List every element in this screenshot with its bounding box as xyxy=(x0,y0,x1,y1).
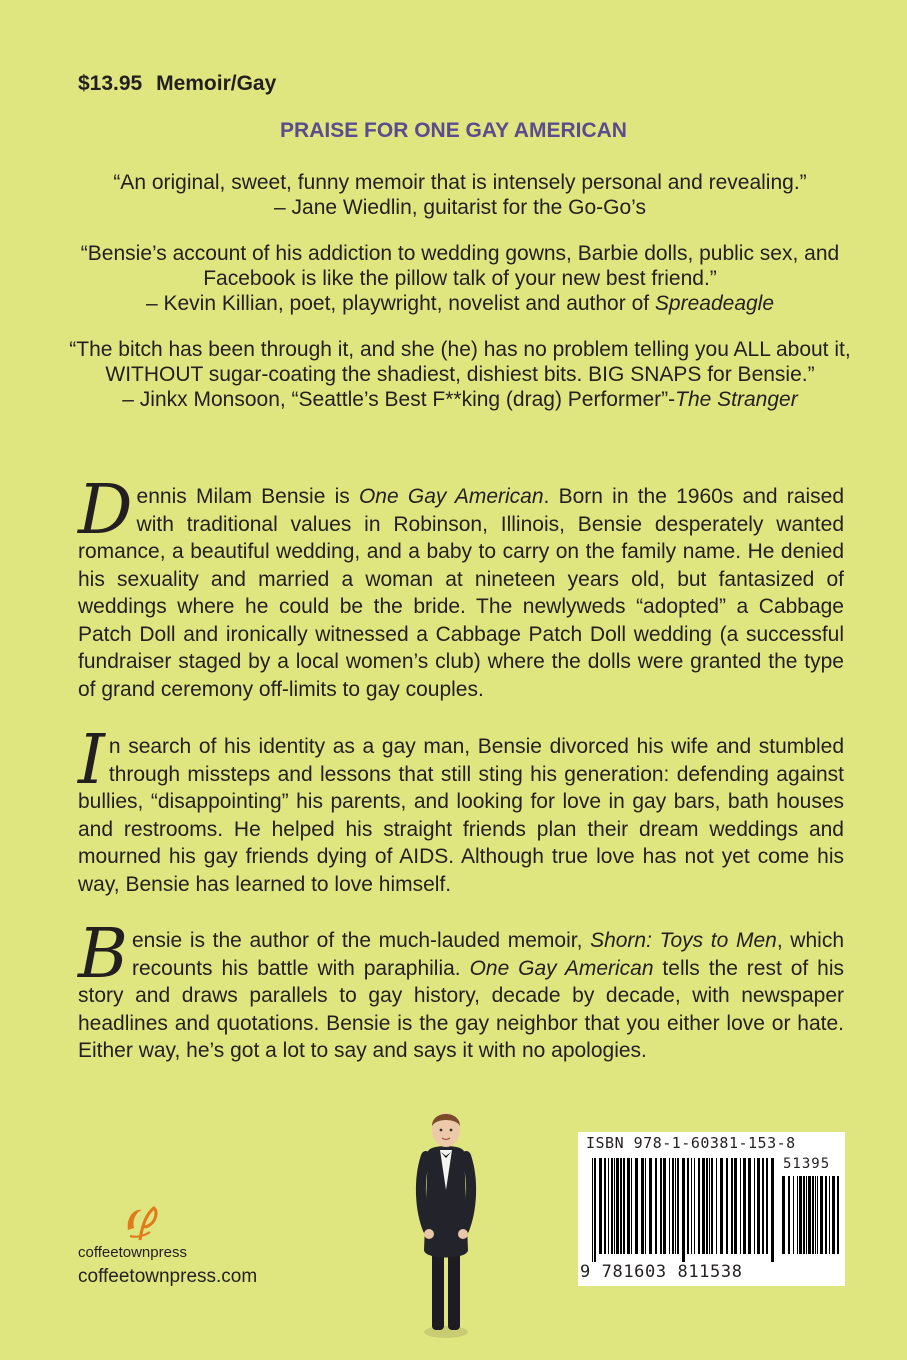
price-code: 51395 xyxy=(783,1156,831,1172)
barcode-bar xyxy=(706,1158,708,1254)
barcode-bar xyxy=(645,1158,646,1254)
barcode-bar xyxy=(631,1158,632,1254)
barcode-bar xyxy=(817,1176,818,1254)
barcode-bar xyxy=(788,1176,790,1254)
barcode-bar xyxy=(815,1176,816,1254)
publisher-name: coffeetownpress xyxy=(78,1244,187,1261)
coffee-cup-icon xyxy=(120,1200,164,1244)
barcode-digits: 9 781603 811538 xyxy=(580,1262,743,1282)
barcode-bar xyxy=(748,1158,751,1254)
publisher-url: coffeetownpress.com xyxy=(78,1266,258,1287)
barcode-bar xyxy=(740,1158,741,1254)
quote-text: “The bitch has been through it, and she (he) has no problem telling you ALL about it, WITHOUT sugar-coating the shadiest, dishiest bits. BIG SNAPS for Bensie.” xyxy=(69,338,851,386)
barcode-bar xyxy=(649,1158,652,1254)
barcode-bar xyxy=(754,1158,755,1254)
barcode-bar xyxy=(808,1176,811,1254)
barcode-bar xyxy=(611,1158,613,1254)
drop-cap: B xyxy=(78,915,128,994)
barcode-bar xyxy=(641,1158,644,1254)
barcode-bar xyxy=(687,1158,689,1254)
barcode-addon-bars xyxy=(782,1176,840,1262)
barcode-bar xyxy=(762,1158,764,1254)
barcode-bar xyxy=(812,1176,814,1254)
barcode-bar xyxy=(716,1158,717,1254)
barcode-bar xyxy=(771,1158,774,1262)
barcode-bar xyxy=(793,1176,794,1254)
quote-2 xyxy=(60,241,860,316)
barcode-bar xyxy=(635,1158,638,1254)
barcode-bar xyxy=(820,1176,823,1254)
barcode-bar xyxy=(627,1158,630,1254)
barcode-bar xyxy=(655,1158,657,1254)
barcode-bar xyxy=(672,1158,674,1254)
barcode-bar xyxy=(677,1158,679,1254)
barcode-bar xyxy=(694,1158,695,1254)
barcode-bar xyxy=(592,1158,593,1262)
description-paragraph-3: Bensie is the author of the much-lauded memoir, Shorn: Toys to Men, which recounts his battle with paraphilia. One Gay American tells the rest of his story and draws parallels to gay history, decade by decade, with newspaper headlines and quotations. Bensie is the gay neighbor that you either love or hate. Either way, he’s got a lot to say and says it with no apologies. xyxy=(78,915,844,1062)
barcode-bar xyxy=(766,1158,768,1254)
barcode-bar xyxy=(594,1158,596,1262)
barcode-bar xyxy=(731,1158,733,1254)
barcode-bar xyxy=(669,1158,670,1254)
barcode-bar xyxy=(803,1176,805,1254)
barcode-bar xyxy=(616,1158,619,1254)
barcode-bar xyxy=(702,1158,705,1254)
barcode-bar xyxy=(825,1176,827,1254)
barcode-bar xyxy=(757,1158,760,1254)
category: Memoir/Gay xyxy=(156,72,277,95)
barcode-bar xyxy=(608,1158,609,1254)
barcode-bar xyxy=(623,1158,625,1254)
price: $13.95 xyxy=(78,72,143,95)
barcode-bar xyxy=(782,1176,785,1254)
barcode-bar xyxy=(663,1158,666,1254)
barcode-bar xyxy=(660,1158,662,1254)
barcode-bar xyxy=(620,1158,622,1254)
barcode-bar xyxy=(726,1158,728,1254)
description-paragraph-2: In search of his identity as a gay man, Bensie divorced his wife and stumbled through missteps and lessons that still sting his generation: defending against bullies, “disappointing” his parents, and looking for love in gay bars, bath houses and restrooms. He helped his straight friends plan their dream weddings and mourned his gay friends dying of AIDS. Although true love has not yet come his way, Bensie has learned to love himself. xyxy=(78,721,844,896)
barcode-bar xyxy=(832,1176,835,1254)
barcode-bar xyxy=(720,1158,723,1254)
description-paragraph-1: Dennis Milam Bensie is One Gay American. Born in the 1960s and raised with traditional values in Robinson, Illinois, Bensie desperately wanted romance, a beautiful wedding, and a baby to carry on the family name. He denied his sexuality and married a woman at nineteen years old, but fantasized of weddings where he could be the bride. The newlyweds “adopted” a Cabbage Patch Doll and ironically witnessed a Cabbage Patch Doll wedding (a successful fundraiser staged by a local women’s club) where the dolls were granted the type of grand ceremony off-limits to gay couples. xyxy=(78,471,844,701)
isbn-label: ISBN 978-1-60381-153-8 xyxy=(586,1134,796,1152)
barcode-bar xyxy=(614,1158,615,1254)
quote-3 xyxy=(60,337,860,412)
barcode-bar xyxy=(604,1158,606,1254)
drop-cap: D xyxy=(78,471,133,550)
barcode-bar xyxy=(799,1176,802,1254)
praise-quotes xyxy=(60,170,860,433)
barcode-bar xyxy=(599,1158,602,1254)
barcode-bar xyxy=(698,1158,700,1254)
barcode-bar xyxy=(829,1176,830,1254)
quote-attribution: – Jinkx Monsoon, “Seattle’s Best F**king (drag) Performer”-The Stranger xyxy=(122,388,798,411)
quote-1 xyxy=(60,170,860,220)
barcode-bar xyxy=(734,1158,737,1254)
barcode-bar xyxy=(675,1158,676,1254)
barcode-bar xyxy=(691,1158,692,1254)
barcode-bar xyxy=(797,1176,798,1254)
barcode-bar xyxy=(837,1176,839,1254)
quote-attribution: – Jane Wiedlin, guitarist for the Go-Go’s xyxy=(274,196,646,219)
quote-text: “An original, sweet, funny memoir that is intensely personal and revealing.” xyxy=(113,171,807,194)
price-line xyxy=(78,72,276,96)
groom-figurine-image xyxy=(414,1100,478,1338)
quote-attribution: – Kevin Killian, poet, playwright, novelist and author of Spreadeagle xyxy=(145,292,775,315)
barcode-bar xyxy=(711,1158,713,1254)
isbn-barcode xyxy=(578,1132,845,1286)
drop-cap: I xyxy=(78,721,105,800)
barcode-bar xyxy=(709,1158,710,1254)
barcode-bar xyxy=(806,1176,807,1254)
barcode-bar xyxy=(743,1158,746,1254)
quote-text: “Bensie’s account of his addiction to wedding gowns, Barbie dolls, public sex, and Facebook is like the pillow talk of your new best friend.” xyxy=(80,242,840,290)
barcode-bar xyxy=(682,1158,685,1262)
praise-title: PRAISE FOR ONE GAY AMERICAN xyxy=(280,119,627,142)
barcode-bars xyxy=(592,1158,778,1262)
